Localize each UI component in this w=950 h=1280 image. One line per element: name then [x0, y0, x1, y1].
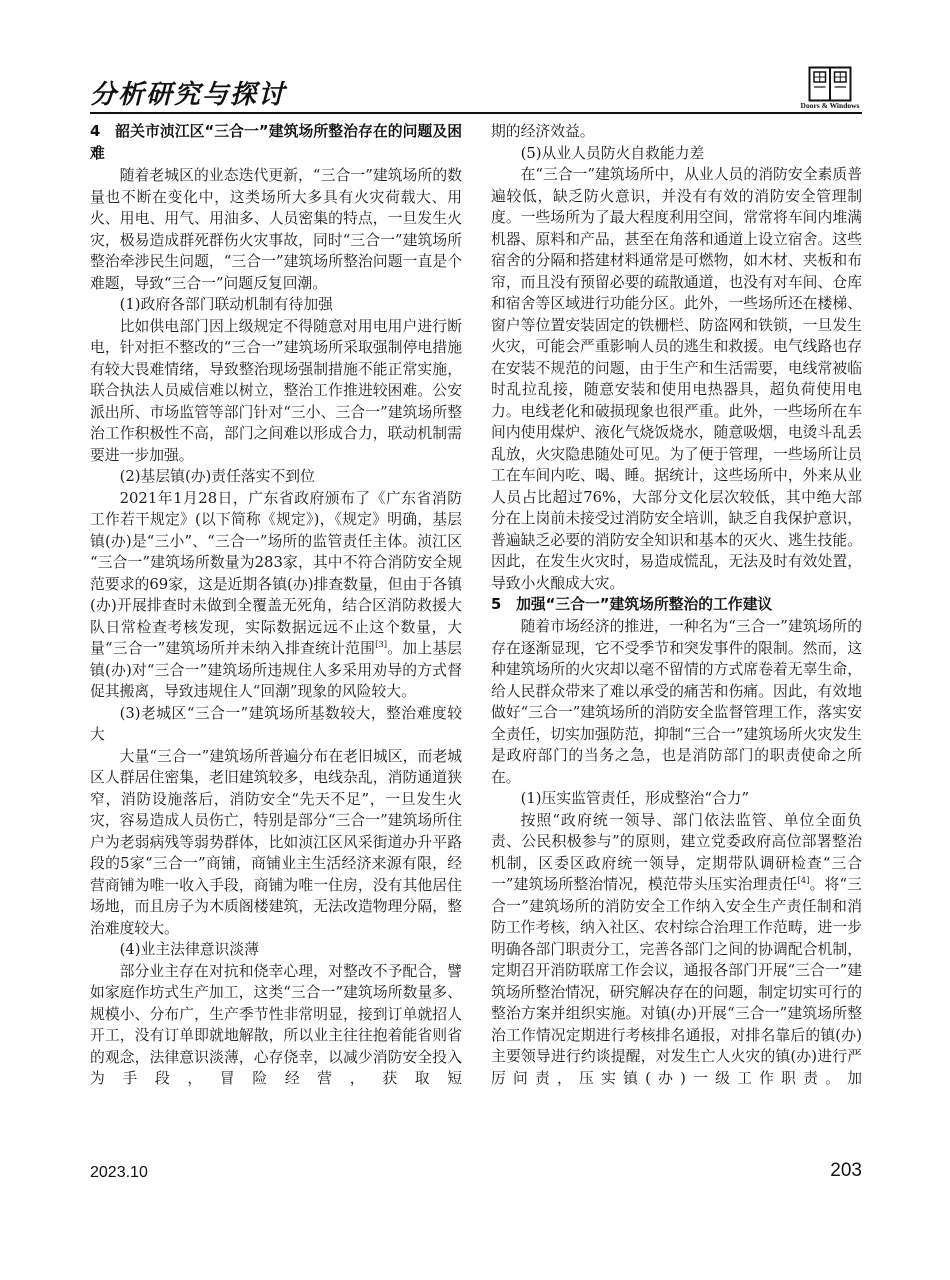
citation-ref: [3]	[375, 640, 388, 651]
right-column	[491, 121, 862, 1089]
subheading: (1)压实监管责任，形成整治“合力”	[520, 790, 750, 807]
page-number: 203	[830, 1160, 862, 1181]
subheading: (4)业主法律意识淡薄	[119, 941, 259, 958]
subheading: (5)从业人员防火自救能力差	[520, 144, 705, 162]
paragraph-text: 。将“三合一”建筑场所的消防安全工作纳入安全生产责任制和消防工作考核，纳入社区、农村综合治理工作范畴，进一步明确各部门职责分工，完善各部门之间的协调配合机制，定期召开消防联席工作会议，通报各部门开展“三合一”建筑场所整治情况，研究解决存在的问题，制定切实可行的整治方案并组织实施。对镇(办)开展“三合一”建筑场所整治工作情况定期进行考核排名通报，对排名靠后的镇(办)主要领导进行约谈提醒，对发生亡人火灾的镇(办)进行严厉问责，压实镇(办)一级工作职责。加	[491, 876, 862, 1087]
paragraph-continuation: 期的经济效益。	[491, 123, 595, 140]
section-title: 分析研究与探讨	[90, 80, 287, 110]
subheading: (1)政府各部门联动机制有待加强	[119, 296, 333, 313]
paragraph	[90, 488, 462, 703]
paragraph-text: 。加上基层镇(办)对“三合一”建筑场所违规住人多采用劝导的方式督促其搬离，导致违规住人“回潮”现象的风险较大。	[90, 640, 462, 700]
paragraph-text: 按照“政府统一领导、部门依法监管、单位全面负责、公民积极参与”的原则，建立党委政府高位部署整治机制，区委区政府统一领导，定期带队调研检查“三合一”建筑场所整治情况，模范带头压实治理责任	[491, 811, 862, 893]
issue-date: 2023.10	[90, 1164, 148, 1181]
paragraph: 随着老城区的业态迭代更新，“三合一”建筑场所的数量也不断在变化中，这类场所大多具有火灾荷载大、用火、用电、用气、用油多、人员密集的特点，一旦发生火灾，极易造成群死群伤火灾事故，同时“三合一”建筑场所整治牵涉民生问题，“三合一”建筑场所整治问题一直是个难题，导致“三合一”问题反复回潮。	[90, 167, 462, 292]
doors-windows-logo-icon	[808, 66, 852, 102]
section-heading-4: 4 韶关市浈江区“三合一”建筑场所整治存在的问题及困难	[90, 123, 462, 162]
logo-text: Doors & Windows	[800, 101, 860, 110]
left-column	[90, 121, 462, 1090]
paragraph-text: 2021年1月28日，广东省政府颁布了《广东省消防工作若干规定》(以下简称《规定》)，《规定》明确，基层镇(办)是“三小”、“三合一”场所的监管责任主体。浈江区 “三合一”建筑场所数量为283家，其中不符合消防安全规范要求的69家，这是近期各镇(办)排查数量，但由于各镇(办)开展排查时未做到全覆盖无死角，结合区消防救援大队日常检查考核发现，实际数据远远不止这个数量，大量“三合一”建筑场所并未纳入排查统计范围	[90, 489, 462, 657]
subheading: (3)老城区“三合一”建筑场所基数较大，整治难度较大	[90, 704, 462, 743]
paragraph: 比如供电部门因上级规定不得随意对用电用户进行断电，针对拒不整改的“三合一”建筑场所采取强制停电措施有较大畏难情绪，导致整治现场强制措施不能正常实施，联合执法人员威信难以树立，整治工作推进较困难。公安派出所、市场监管等部门针对“三小、三合一”建筑场所整治工作积极性不高，部门之间难以形成合力，联动机制需要进一步加强。	[90, 317, 462, 464]
paragraph: 在“三合一”建筑场所中，从业人员的消防安全素质普遍较低，缺乏防火意识，并没有有效的消防安全管理制度。一些场所为了最大程度利用空间，常常将车间内堆满机器、原料和产品，甚至在角落和通道上设立宿舍。这些宿舍的分隔和搭建材料通常是可燃物，如木材、夹板和布帘，而且没有预留必要的疏散通道，也没有对车间、仓库和宿舍等区域进行功能分区。此外，一些场所还在楼梯、窗户等位置安装固定的铁栅栏、防盗网和铁锁，一旦发生火灾，可能会严重影响人员的逃生和救援。电气线路也存在安装不规范的问题，由于生产和生活需要，电线常被临时乱拉乱接，随意安装和使用电热器具，超负荷使用电力。电线老化和破损现象也很严重。此外，一些场所在车间内使用煤炉、液化气烧饭烧水，随意吸烟，电烫斗乱丢乱放，火灾隐患随处可见。为了便于管理，一些场所让员工在车间内吃、喝、睡。据统计，这些场所中，外来从业人员占比超过76%，大部分文化层次较低，其中绝大部分在上岗前未接受过消防安全培训，缺乏自我保护意识，普遍缺乏必要的消防安全知识和基本的灭火、逃生技能。因此，在发生火灾时，易造成慌乱，无法及时有效处置，导致小火酿成大灾。	[491, 166, 862, 592]
subheading: (2)基层镇(办)责任落实不到位	[119, 468, 315, 485]
paragraph	[491, 810, 862, 1090]
header-rule	[90, 112, 862, 114]
paragraph: 大量“三合一”建筑场所普遍分布在老旧城区，而老城区人群居住密集，老旧建筑较多，电线杂乱，消防通道狭窄，消防设施落后，消防安全“先天不足”，一旦发生火灾，容易造成人员伤亡，特别是部分“三合一”建筑场所住户为老弱病残等弱势群体，比如浈江区风采街道办升平路段的5家“三合一”商铺，商铺业主生活经济来源有限，经营商铺为唯一收入手段，商铺为唯一住房，没有其他居住场地，而且房子为木质阁楼建筑，无法改造物理分隔，整治难度较大。	[90, 747, 462, 937]
citation-ref: [4]	[797, 876, 810, 887]
section-heading-5: 5 加强“三合一”建筑场所整治的工作建议	[491, 596, 773, 613]
paragraph: 随着市场经济的推进，一种名为“三合一”建筑场所的存在逐渐显现，它不受季节和突发事件的限制。然而，这种建筑场所的火灾却以毫不留情的方式席卷着无辜生命，给人民群众带来了难以承受的痛苦和伤痛。因此，有效地做好“三合一”建筑场所的消防安全监督管理工作，落实安全责任，切实加强防范，抑制“三合一”建筑场所火灾发生是政府部门的当务之急，也是消防部门的职责使命之所在。	[491, 618, 862, 786]
paragraph: 部分业主存在对抗和侥幸心理，对整改不予配合，譬如家庭作坊式生产加工，这类“三合一”建筑场所数量多、规模小、分布广，生产季节性非常明显，接到订单就招人开工，没有订单即就地解散，所以业主往往抱着能省则省的观念，法律意识淡薄，心存侥幸，以减少消防安全投入为手段，冒险经营，获取短	[90, 962, 462, 1087]
